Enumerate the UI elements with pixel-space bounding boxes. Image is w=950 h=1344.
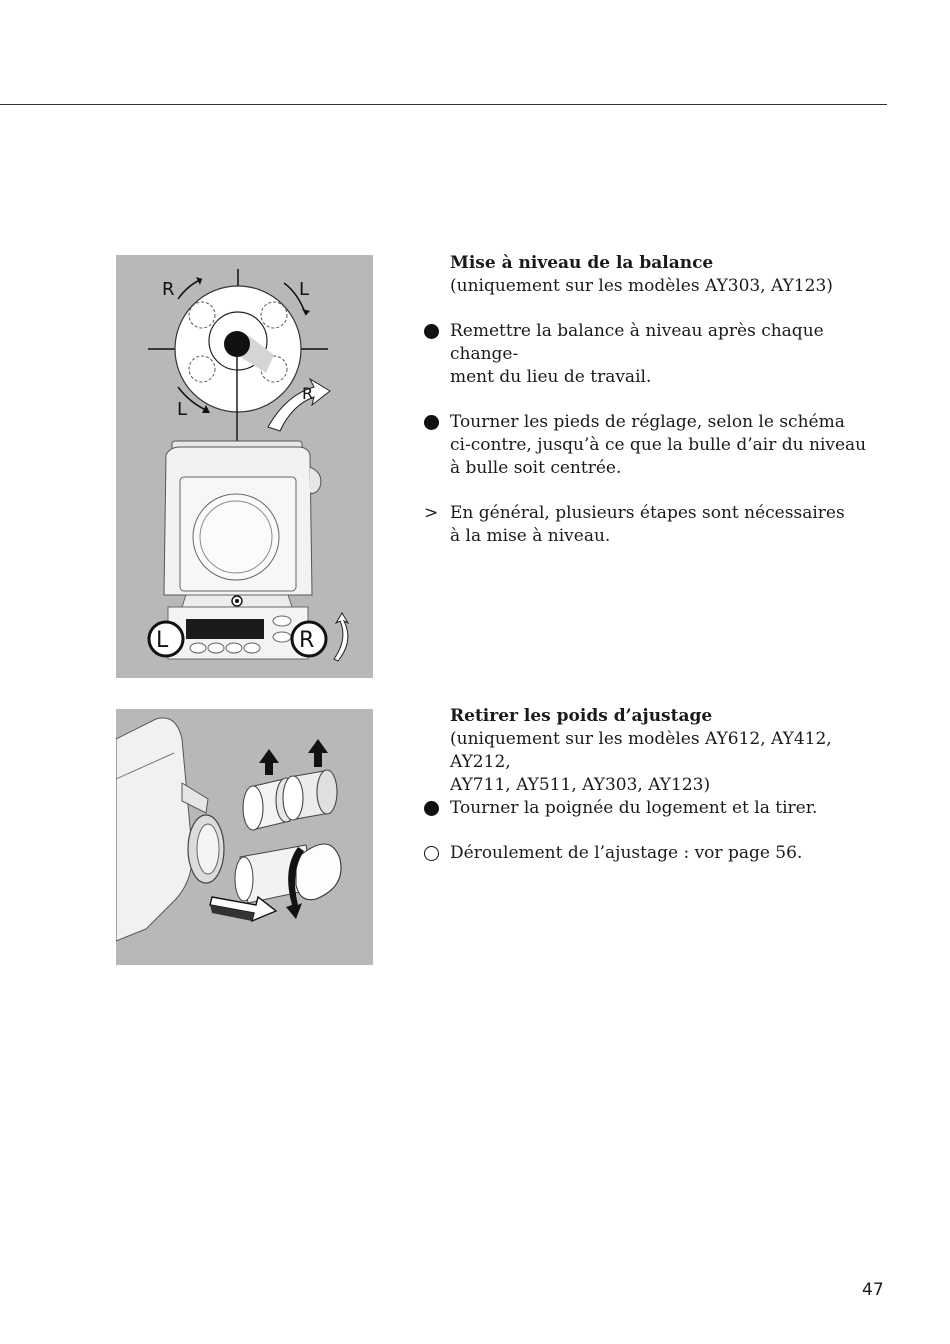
weights-section bbox=[424, 705, 894, 865]
bullet-dot-icon bbox=[424, 324, 439, 339]
weights-removal-diagram bbox=[116, 709, 373, 965]
weights-heading: Retirer les poids d’ajustage bbox=[450, 706, 713, 726]
bullet-ring-icon bbox=[424, 846, 439, 861]
rotation-label-l-left: L bbox=[177, 399, 188, 420]
rotation-label-r-top: R bbox=[162, 279, 175, 300]
result-marker: > bbox=[424, 503, 439, 523]
header-rule bbox=[0, 104, 887, 105]
weights-subheading-line: AY711, AY511, AY303, AY123) bbox=[450, 775, 711, 795]
weights-subheading-line: (uniquement sur les modèles AY612, AY412, AY212, bbox=[450, 729, 832, 772]
foot-label-left: L bbox=[156, 628, 169, 653]
list-item: Tourner la poignée du logement et la tirer. bbox=[424, 797, 894, 820]
foot-label-right: R bbox=[299, 628, 315, 653]
list-item: Déroulement de l’ajustage : vor page 56. bbox=[424, 842, 894, 865]
list-item: Remettre la balance à niveau après chaque change- ment du lieu de travail. bbox=[424, 320, 894, 389]
list-item: > En général, plusieurs étapes sont nécessaires à la mise à niveau. bbox=[424, 503, 845, 546]
bullet-dot-icon bbox=[424, 415, 439, 430]
leveling-section bbox=[424, 252, 894, 548]
bullet-dot-icon bbox=[424, 801, 439, 816]
leveling-heading: Mise à niveau de la balance bbox=[450, 253, 714, 273]
page-number: 47 bbox=[862, 1280, 884, 1300]
leveling-diagram bbox=[116, 255, 373, 678]
list-item: Tourner les pieds de réglage, selon le schéma ci-contre, jusqu’à ce que la bulle d’air du niveau à bulle soit centrée. bbox=[424, 411, 894, 480]
leveling-illustration bbox=[116, 255, 373, 678]
arrow-label-r: R bbox=[302, 384, 314, 403]
weights-removal-illustration bbox=[116, 709, 373, 965]
leveling-subheading: (uniquement sur les modèles AY303, AY123) bbox=[450, 276, 833, 296]
rotation-label-l-top: L bbox=[299, 279, 310, 300]
